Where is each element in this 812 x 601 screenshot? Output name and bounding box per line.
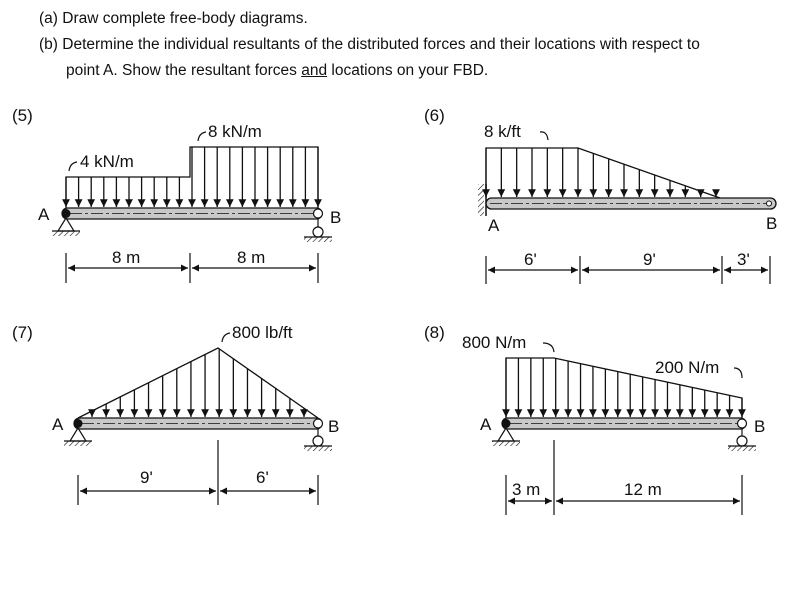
p8-load-right-label: 200 N/m bbox=[655, 358, 720, 377]
p8-ground-b bbox=[728, 446, 756, 451]
p6-load-label: 8 k/ft bbox=[484, 122, 521, 141]
p8-roller bbox=[737, 436, 747, 446]
p8-load-left-label: 800 N/m bbox=[462, 333, 527, 352]
instruction-a: (a) Draw complete free-body diagrams. bbox=[39, 10, 308, 27]
p7-dim-right: 6' bbox=[256, 468, 269, 487]
p5-roller bbox=[313, 227, 323, 237]
p8-dimensions bbox=[506, 440, 742, 515]
p8-load-right-leader bbox=[734, 368, 742, 378]
p8-pin-b bbox=[738, 419, 747, 428]
p8-point-b: B bbox=[754, 417, 766, 436]
p7-ground-a bbox=[64, 441, 92, 446]
instruction-b-line2-post: locations on your FBD. bbox=[327, 62, 489, 79]
p8-pin-support bbox=[498, 428, 514, 441]
p6-dim-3: 3' bbox=[737, 250, 750, 269]
instruction-b-line1: (b) Determine the individual resultants of the distributed forces and their locations with respect to bbox=[39, 36, 700, 53]
p6-fixed-wall bbox=[478, 184, 484, 216]
p5-point-a: A bbox=[38, 205, 50, 224]
problem-5-number: (5) bbox=[12, 106, 33, 125]
p6-dim-1: 6' bbox=[524, 250, 537, 269]
p5-load-left-leader bbox=[69, 162, 77, 171]
problem-7-number: (7) bbox=[12, 323, 33, 342]
instruction-b-line2-pre: point A. Show the resultant forces bbox=[66, 62, 302, 79]
p5-ground-b bbox=[304, 237, 332, 242]
p8-dim-left: 3 m bbox=[512, 480, 541, 499]
p7-point-a: A bbox=[52, 415, 64, 434]
p7-dim-left: 9' bbox=[140, 468, 153, 487]
p8-ground-a bbox=[492, 441, 520, 446]
p5-point-b: B bbox=[330, 208, 342, 227]
problem-8 bbox=[424, 323, 765, 515]
p5-load-left-label: 4 kN/m bbox=[80, 152, 134, 171]
p6-point-b: B bbox=[766, 214, 778, 233]
p6-distributed-load bbox=[486, 148, 720, 198]
p5-load-right-leader bbox=[198, 132, 206, 141]
p7-dimensions bbox=[78, 440, 318, 505]
p7-distributed-load bbox=[78, 348, 318, 418]
p7-pin-support bbox=[70, 428, 86, 441]
p7-load-leader bbox=[222, 333, 230, 342]
p6-load-leader bbox=[540, 132, 548, 140]
p5-ground-a bbox=[52, 231, 80, 236]
p6-point-b-marker bbox=[767, 201, 772, 206]
p7-load-label: 800 lb/ft bbox=[232, 323, 293, 342]
p6-dim-2: 9' bbox=[643, 250, 656, 269]
p5-pin-support bbox=[58, 218, 74, 231]
p7-ground-b bbox=[304, 446, 332, 451]
instruction-b-and: and bbox=[301, 62, 328, 79]
p7-pin-b bbox=[314, 419, 323, 428]
problem-7 bbox=[12, 323, 339, 505]
p5-pin-b bbox=[314, 209, 323, 218]
problem-5 bbox=[12, 106, 341, 283]
p5-load-right-label: 8 kN/m bbox=[208, 122, 262, 141]
p8-load-left-leader bbox=[543, 343, 554, 352]
p5-dim-left: 8 m bbox=[112, 248, 141, 267]
p6-point-a: A bbox=[488, 216, 500, 235]
p7-roller bbox=[313, 436, 323, 446]
problem-6-number: (6) bbox=[424, 106, 445, 125]
p5-dimensions bbox=[66, 253, 318, 283]
p7-point-b: B bbox=[328, 417, 340, 436]
p8-dim-right: 12 m bbox=[624, 480, 662, 499]
p5-pin-a bbox=[62, 209, 71, 218]
p5-dim-right: 8 m bbox=[237, 248, 266, 267]
problem-6 bbox=[424, 106, 777, 284]
p8-point-a: A bbox=[480, 415, 492, 434]
p8-pin-a bbox=[502, 419, 511, 428]
problem-8-number: (8) bbox=[424, 323, 445, 342]
p7-pin-a bbox=[74, 419, 83, 428]
